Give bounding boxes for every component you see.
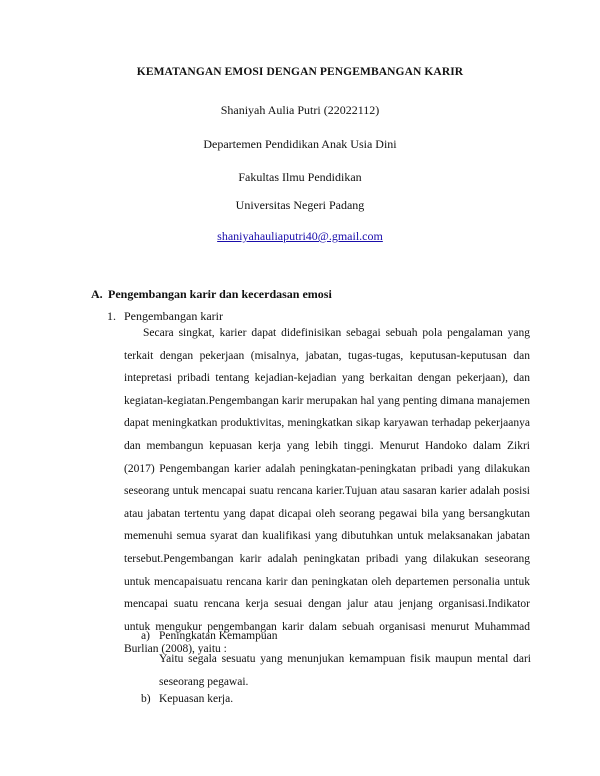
list-item-label: a) xyxy=(141,630,150,642)
body-paragraph: Secara singkat, karier dapat didefinisikan sebagai sebuah pola pengalaman yang terkait dengan pekerjaan (misalnya, jabatan, tugas-tugas, keputusan-keputusan dan intepretasi pribadi tentang kejadian-kejadian yang berkaitan dengan pekerjaan), dan kegiatan-kegiatan.Pengembangan karir merupakan hal yang penting dimana manajemen dapat meningkatkan produktivitas, meningkatkan sikap karyawan terhadap pekerjaanya dan membangun kepuasan kerja yang lebih tinggi. Menurut Handoko dalam Zikri (2017) Pengembangan karier adalah peningkatan-peningkatan pribadi yang dilakukan seseorang untuk mencapai suatu rencana karier.Tujuan atau sasaran karier adalah posisi atau jabatan tertentu yang dapat dicapai oleh seorang pegawai bila yang bersangkutan memenuhi semua syarat dan kualifikasi yang dibutuhkan untuk melaksanakan jabatan tersebut.Pengembangan karir adalah peningkatan pribadi yang dilakukan seseorang untuk mencapaisuatu rencana karir dan peningkatan oleh departemen personalia untuk mencapai suatu rencana kerja sesuai dengan jalur atau jenjang organisasi.Indikator untuk mengukur pengembangan karir dalam sebuah organisasi menurut Muhammad Burlian (2008), yaitu : xyxy=(124,327,530,656)
list-item-heading: Kepuasan kerja. xyxy=(159,693,234,705)
faculty-line: Fakultas Ilmu Pendidikan xyxy=(238,170,362,184)
subsection-title: Pengembangan karir xyxy=(124,309,223,323)
subsection-label: 1. xyxy=(107,309,116,323)
document-title: KEMATANGAN EMOSI DENGAN PENGEMBANGAN KARIR xyxy=(136,66,464,78)
university-line: Universitas Negeri Padang xyxy=(235,198,365,212)
body-paragraph-block xyxy=(124,322,530,661)
department-line: Departemen Pendidikan Anak Usia Dini xyxy=(203,137,397,151)
section-heading xyxy=(91,287,332,302)
email-link[interactable]: shaniyahauliaputri40@.gmail.com xyxy=(217,229,383,243)
section-title: Pengembangan karir dan kecerdasan emosi xyxy=(108,287,332,301)
email-line xyxy=(0,229,600,244)
section-label: A. xyxy=(91,287,103,301)
list-item-heading: Peningkatan Kemampuan xyxy=(159,630,278,642)
list-item-label: b) xyxy=(141,693,151,705)
list-item-description: Yaitu segala sesuatu yang menunjukan kemampuan fisik maupun mental dari seseorang pegawai. xyxy=(159,653,531,688)
list-item xyxy=(141,693,233,705)
list-item xyxy=(141,630,277,642)
author-line: Shaniyah Aulia Putri (22022112) xyxy=(220,103,380,117)
